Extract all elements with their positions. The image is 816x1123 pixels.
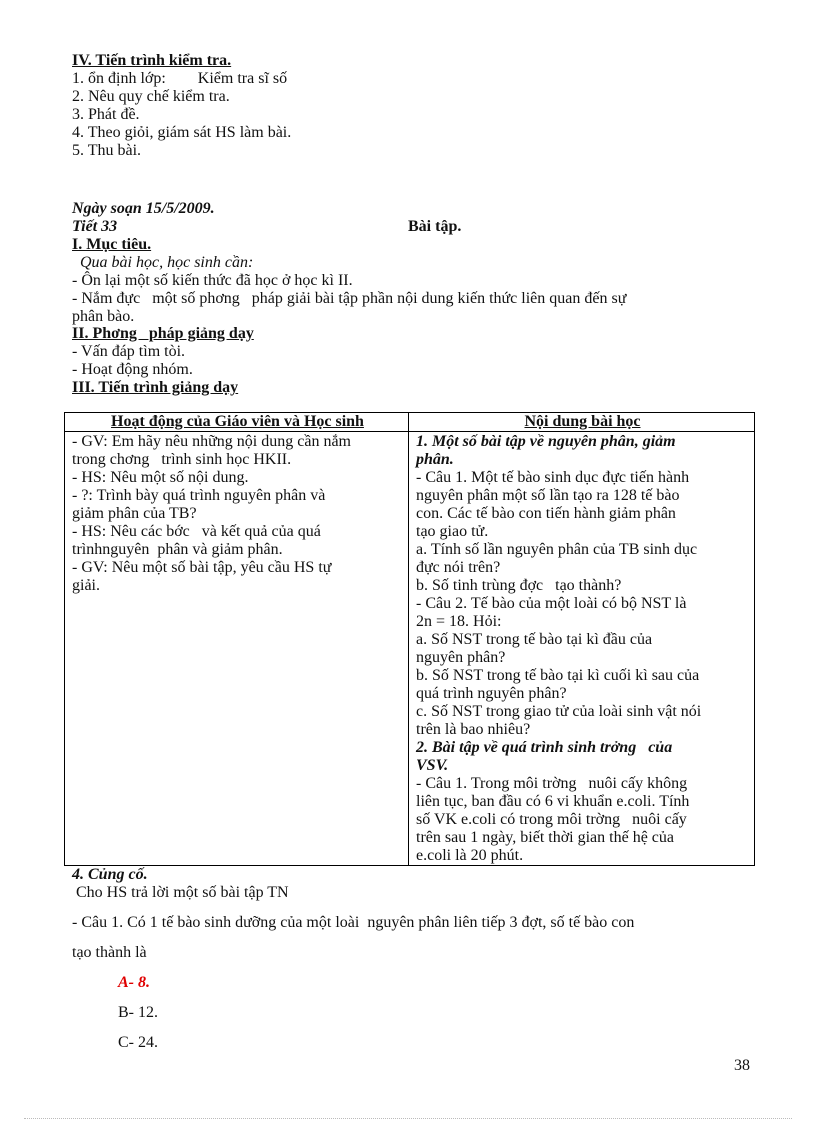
answer-option-b: B- 12. — [118, 1004, 158, 1021]
table-line: a. Số NST trong tế bào tại kì đầu của — [416, 631, 653, 648]
list-item: 3. Phát đề. — [72, 106, 140, 123]
table-line: liên tục, ban đầu có 6 vi khuẩn e.coli. Tính — [416, 793, 690, 810]
table-line: - HS: Nêu một số nội dung. — [72, 469, 249, 486]
table-line: trên là bao nhiêu? — [416, 721, 531, 738]
table-line: giảm phân của TB? — [72, 505, 197, 522]
table-line: trong chơng trình sinh học HKII. — [72, 451, 292, 468]
content-subheading: VSV. — [416, 757, 449, 774]
page-number: 38 — [734, 1057, 750, 1074]
table-line: b. Số NST trong tế bào tại kì cuối kì sau của — [416, 667, 700, 684]
section-4-intro: Cho HS trả lời một số bài tập TN — [72, 884, 289, 901]
table-line: a. Tính số lần nguyên phân của TB sinh dục — [416, 541, 698, 558]
section-ii — [72, 325, 752, 379]
list-item: 2. Nêu quy chế kiểm tra. — [72, 88, 230, 105]
table-line: c. Số NST trong giao tử của loài sinh vật nói — [416, 703, 702, 720]
table-line: nguyên phân một số lần tạo ra 128 tế bào — [416, 487, 680, 504]
list-item: - Ôn lại một số kiến thức đã học ở học kì II. — [72, 272, 353, 289]
multiple-choice-question — [72, 908, 752, 1058]
content-subheading: 2. Bài tập về quá trình sinh trởng của — [416, 739, 673, 756]
section-iii-heading: III. Tiến trình giảng dạy — [72, 379, 239, 396]
lesson-content-cell — [409, 432, 755, 866]
table-line: trên sau 1 ngày, biết thời gian thế hệ của — [416, 829, 675, 846]
table-line: giải. — [72, 577, 100, 594]
lesson-header — [72, 200, 752, 236]
list-item: 5. Thu bài. — [72, 142, 142, 159]
section-iii — [72, 379, 752, 397]
section-i-intro: Qua bài học, học sinh cần: — [72, 254, 254, 271]
content-subheading: 1. Một số bài tập về nguyên phân, giảm — [416, 433, 676, 450]
lesson-date: Ngày soạn 15/5/2009. — [72, 200, 215, 217]
right-column-header: Nội dung bài học — [409, 413, 755, 432]
list-item: 1. ổn định lớp: Kiểm tra sĩ số — [72, 70, 288, 87]
table-line: - GV: Em hãy nêu những nội dung cần nắm — [72, 433, 351, 450]
teacher-student-activity-cell — [65, 432, 409, 866]
table-line: - Câu 1. Một tế bào sinh dục đực tiến hành — [416, 469, 690, 486]
table-line: - GV: Nêu một số bài tập, yêu cầu HS tự — [72, 559, 332, 576]
list-item: - Nắm đực một số phơng pháp giải bài tập phần nội dung kiến thức liên quan đến sự — [72, 290, 627, 307]
answer-option-a: A- 8. — [118, 974, 150, 991]
table-line: quá trình nguyên phân? — [416, 685, 567, 702]
table-row — [65, 432, 755, 866]
question-text: tạo thành là — [72, 944, 147, 961]
list-item: - Hoạt động nhóm. — [72, 361, 193, 378]
section-iv — [72, 52, 752, 160]
table-line: con. Các tế bào con tiến hành giảm phân — [416, 505, 676, 522]
lesson-period: Tiết 33 — [72, 218, 118, 235]
page-divider — [24, 1118, 792, 1119]
table-line: - ?: Trình bày quá trình nguyên phân và — [72, 487, 326, 504]
question-text: - Câu 1. Có 1 tế bào sinh dưỡng của một loài nguyên phân liên tiếp 3 đợt, số tế bào con — [72, 914, 635, 931]
list-item: phân bào. — [72, 308, 135, 325]
lesson-table — [64, 412, 755, 866]
table-line: đực nói trên? — [416, 559, 501, 576]
section-4 — [72, 866, 752, 902]
answer-option-c: C- 24. — [118, 1034, 158, 1051]
table-line: - Câu 2. Tế bào của một loài có bộ NST là — [416, 595, 687, 612]
section-i-heading: I. Mục tiêu. — [72, 236, 152, 253]
table-line: - Câu 1. Trong môi trờng nuôi cấy không — [416, 775, 688, 792]
table-line: - HS: Nêu các bớc và kết quả của quá — [72, 523, 321, 540]
content-subheading: phân. — [416, 451, 454, 468]
table-line: 2n = 18. Hỏi: — [416, 613, 502, 630]
list-item: - Vấn đáp tìm tòi. — [72, 343, 186, 360]
table-line: e.coli là 20 phút. — [416, 847, 524, 864]
table-header-row — [65, 413, 755, 432]
table-line: b. Số tinh trùng đợc tạo thành? — [416, 577, 622, 594]
section-ii-heading: II. Phơng pháp giảng dạy — [72, 325, 254, 342]
table-line: nguyên phân? — [416, 649, 506, 666]
left-column-header: Hoạt động của Giáo viên và Học sinh — [65, 413, 409, 432]
lesson-title: Bài tập. — [408, 218, 462, 235]
table-line: trìnhnguyên phân và giảm phân. — [72, 541, 283, 558]
section-iv-heading: IV. Tiến trình kiểm tra. — [72, 52, 232, 69]
table-line: tạo giao tử. — [416, 523, 489, 540]
table-line: số VK e.coli có trong môi trờng nuôi cấy — [416, 811, 687, 828]
section-4-heading: 4. Củng cố. — [72, 866, 148, 883]
list-item: 4. Theo giỏi, giám sát HS làm bài. — [72, 124, 292, 141]
section-i — [72, 236, 752, 326]
